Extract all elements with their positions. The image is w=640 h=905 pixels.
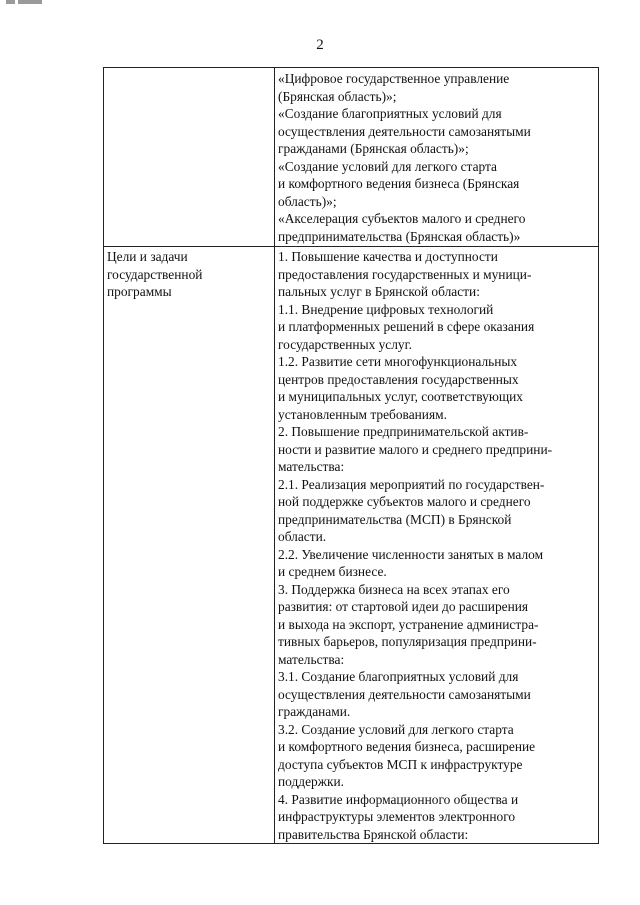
page-number: 2 <box>316 37 324 53</box>
text-line: 1. Повышение качества и доступности <box>278 249 498 264</box>
text-line: гражданами (Брянская область)»; <box>278 141 469 156</box>
text-line: ности и развитие малого и среднего предприни- <box>278 441 553 457</box>
text-line: «Цифровое государственное управление <box>278 71 510 86</box>
text-line: и комфортного ведения бизнеса, расширение <box>278 739 536 754</box>
text-line: осуществления деятельности самозанятыми <box>278 123 531 139</box>
text-line: 2. Повышение предпринимательской актив- <box>278 424 529 439</box>
text-line: области. <box>278 529 327 544</box>
text-line: «Акселерация субъектов малого и среднего <box>278 211 526 226</box>
text-line: «Создание условий для легкого старта <box>278 158 497 174</box>
text-line: правительства Брянской области: <box>278 826 469 842</box>
text-line: поддержки. <box>278 774 345 789</box>
text-line: 1.2. Развитие сети многофункциональных <box>278 354 518 369</box>
text-line: 2.1. Реализация мероприятий по государствен- <box>278 476 545 492</box>
text-line: 4. Развитие информационного общества и <box>278 791 519 807</box>
text-line: государственных услуг. <box>278 336 412 352</box>
table-row <box>104 247 599 844</box>
text-line: и муниципальных услуг, соответствующих <box>278 389 524 404</box>
text-line: предпринимательства (Брянская область)» <box>278 228 521 244</box>
text-line: и среднем бизнесе. <box>278 564 387 579</box>
text-line: мательства: <box>278 459 345 474</box>
text-line: 2.2. Увеличение численности занятых в малом <box>278 546 544 562</box>
row-heading-line: Цели и задачи <box>107 249 188 264</box>
text-line: область)»; <box>278 193 337 209</box>
text-line: и выхода на экспорт, устранение администра- <box>278 616 539 632</box>
row-heading-line: программы <box>107 284 172 299</box>
text-line: «Создание благоприятных условий для <box>278 106 502 121</box>
text-line: 3.1. Создание благоприятных условий для <box>278 669 519 684</box>
text-line: пальных услуг в Брянской области: <box>278 284 480 299</box>
text-line: тивных барьеров, популяризация предприни- <box>278 634 537 649</box>
text-line: инфраструктуры элементов электронного <box>278 809 516 824</box>
row2-right-cell <box>275 247 599 844</box>
text-line: 3. Поддержка бизнеса на всех этапах его <box>278 581 510 597</box>
text-line: 1.1. Внедрение цифровых технологий <box>278 301 494 317</box>
text-line: осуществления деятельности самозанятыми <box>278 686 531 702</box>
text-line: развития: от стартовой идеи до расширения <box>278 599 529 614</box>
text-line: и комфортного ведения бизнеса (Брянская <box>278 176 520 191</box>
text-line: гражданами. <box>278 704 351 719</box>
text-line: предоставления государственных и муници- <box>278 266 532 282</box>
program-passport-table <box>103 67 599 844</box>
row1-left-cell <box>104 68 275 247</box>
text-line: и платформенных решений в сфере оказания <box>278 319 535 334</box>
text-line: (Брянская область)»; <box>278 88 397 104</box>
row1-right-cell <box>275 68 599 247</box>
table-row <box>104 68 599 247</box>
text-line: центров предоставления государственных <box>278 371 519 387</box>
row2-left-cell <box>104 247 275 844</box>
text-line: ной поддержке субъектов малого и среднего <box>278 494 531 509</box>
text-line: доступа субъектов МСП к инфраструктуре <box>278 756 523 772</box>
text-line: 3.2. Создание условий для легкого старта <box>278 721 514 737</box>
text-line: предпринимательства (МСП) в Брянской <box>278 511 512 527</box>
row-heading-line: государственной <box>107 266 203 282</box>
text-line: мательства: <box>278 651 345 667</box>
text-line: установленным требованиям. <box>278 406 447 422</box>
scan-artifact <box>6 0 46 6</box>
